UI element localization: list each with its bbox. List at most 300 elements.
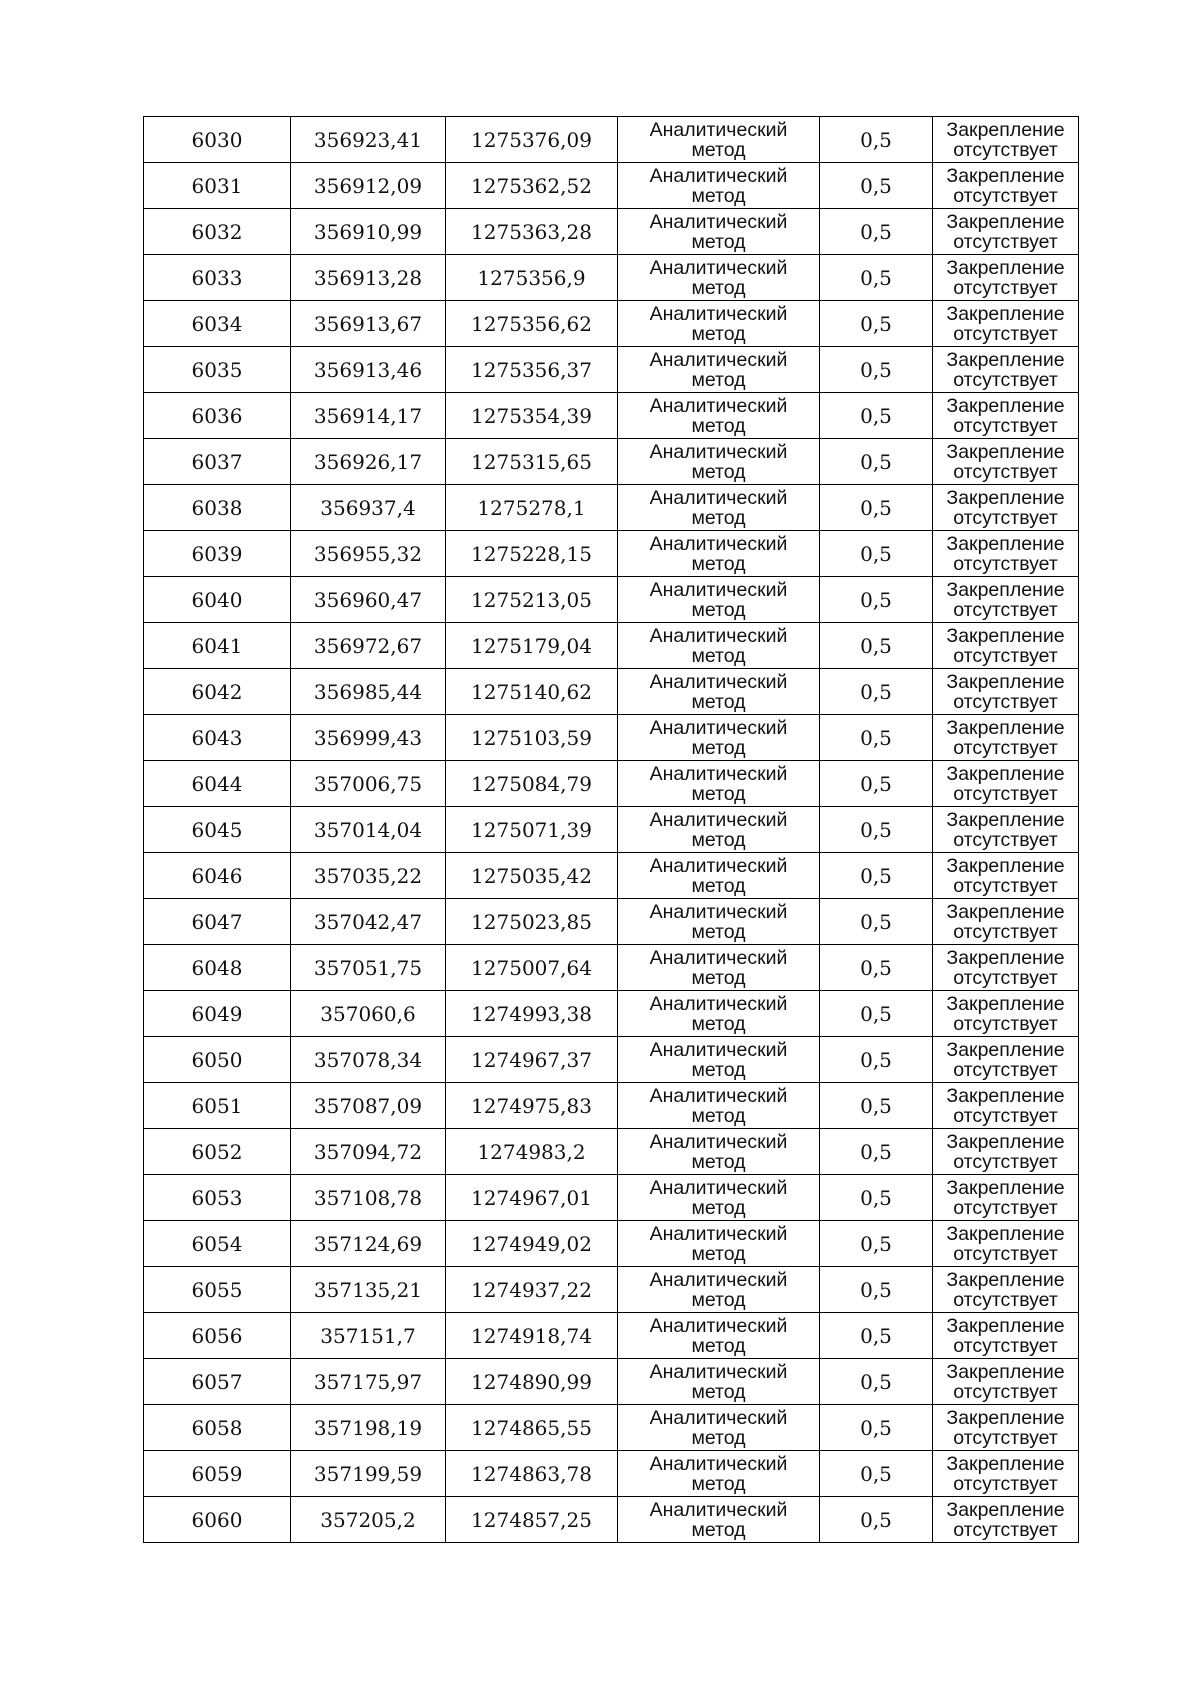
x-coordinate-cell: 356912,09 [291, 163, 446, 209]
fixing-line-1: Закрепление [946, 256, 1065, 279]
fixing-line-1: Закрепление [946, 854, 1065, 877]
accuracy-cell: 0,5 [820, 899, 933, 945]
accuracy-cell: 0,5 [820, 439, 933, 485]
fixing-cell [933, 991, 1079, 1037]
point-number-cell: 6059 [144, 1451, 291, 1497]
table-row [144, 1129, 1079, 1175]
accuracy-cell: 0,5 [820, 531, 933, 577]
fixing-line-1: Закрепление [946, 486, 1065, 509]
fixing-line-2: отсутствует [953, 1426, 1058, 1449]
method-line-2: метод [691, 966, 746, 989]
method-line-1: Аналитический [649, 164, 788, 187]
point-number-cell: 6056 [144, 1313, 291, 1359]
fixing-line-1: Закрепление [946, 762, 1065, 785]
method-line-1: Аналитический [649, 946, 788, 969]
table-row [144, 1359, 1079, 1405]
table-row [144, 255, 1079, 301]
method-line-2: метод [691, 552, 746, 575]
point-number-cell: 6040 [144, 577, 291, 623]
method-line-2: метод [691, 414, 746, 437]
fixing-cell [933, 301, 1079, 347]
y-coordinate-cell: 1275356,62 [446, 301, 618, 347]
method-line-2: метод [691, 828, 746, 851]
accuracy-cell: 0,5 [820, 485, 933, 531]
fixing-line-1: Закрепление [946, 900, 1065, 923]
accuracy-cell: 0,5 [820, 347, 933, 393]
fixing-cell [933, 669, 1079, 715]
method-line-2: метод [691, 276, 746, 299]
method-line-2: метод [691, 138, 746, 161]
fixing-line-1: Закрепление [946, 440, 1065, 463]
x-coordinate-cell: 357078,34 [291, 1037, 446, 1083]
table-row [144, 485, 1079, 531]
y-coordinate-cell: 1275362,52 [446, 163, 618, 209]
accuracy-cell: 0,5 [820, 1497, 933, 1543]
accuracy-cell: 0,5 [820, 1267, 933, 1313]
x-coordinate-cell: 356923,41 [291, 117, 446, 163]
table-row [144, 301, 1079, 347]
table-row [144, 807, 1079, 853]
point-number-cell: 6045 [144, 807, 291, 853]
x-coordinate-cell: 356955,32 [291, 531, 446, 577]
x-coordinate-cell: 357014,04 [291, 807, 446, 853]
x-coordinate-cell: 357175,97 [291, 1359, 446, 1405]
fixing-cell [933, 1451, 1079, 1497]
y-coordinate-cell: 1275140,62 [446, 669, 618, 715]
fixing-line-1: Закрепление [946, 1084, 1065, 1107]
method-cell [618, 669, 820, 715]
point-number-cell: 6054 [144, 1221, 291, 1267]
table-row [144, 945, 1079, 991]
method-line-2: метод [691, 598, 746, 621]
method-cell [618, 209, 820, 255]
method-line-1: Аналитический [649, 992, 788, 1015]
y-coordinate-cell: 1275007,64 [446, 945, 618, 991]
method-line-2: метод [691, 506, 746, 529]
fixing-line-2: отсутствует [953, 1058, 1058, 1081]
method-cell [618, 393, 820, 439]
method-cell [618, 1221, 820, 1267]
y-coordinate-cell: 1274937,22 [446, 1267, 618, 1313]
method-cell [618, 255, 820, 301]
y-coordinate-cell: 1274983,2 [446, 1129, 618, 1175]
fixing-line-2: отсутствует [953, 1380, 1058, 1403]
fixing-line-2: отсутствует [953, 782, 1058, 805]
fixing-line-1: Закрепление [946, 946, 1065, 969]
table-row [144, 1405, 1079, 1451]
x-coordinate-cell: 356960,47 [291, 577, 446, 623]
fixing-cell [933, 1267, 1079, 1313]
table-row [144, 853, 1079, 899]
fixing-line-2: отсутствует [953, 966, 1058, 989]
y-coordinate-cell: 1275278,1 [446, 485, 618, 531]
fixing-line-2: отсутствует [953, 368, 1058, 391]
method-cell [618, 1037, 820, 1083]
x-coordinate-cell: 357124,69 [291, 1221, 446, 1267]
method-cell [618, 485, 820, 531]
accuracy-cell: 0,5 [820, 1359, 933, 1405]
fixing-cell [933, 1221, 1079, 1267]
method-line-2: метод [691, 1380, 746, 1403]
y-coordinate-cell: 1274863,78 [446, 1451, 618, 1497]
fixing-cell [933, 209, 1079, 255]
fixing-line-2: отсутствует [953, 690, 1058, 713]
method-line-2: метод [691, 460, 746, 483]
method-line-1: Аналитический [649, 118, 788, 141]
table-row [144, 393, 1079, 439]
fixing-line-1: Закрепление [946, 302, 1065, 325]
method-line-1: Аналитический [649, 1268, 788, 1291]
fixing-line-1: Закрепление [946, 992, 1065, 1015]
accuracy-cell: 0,5 [820, 761, 933, 807]
fixing-cell [933, 439, 1079, 485]
point-number-cell: 6034 [144, 301, 291, 347]
fixing-line-2: отсутствует [953, 1104, 1058, 1127]
x-coordinate-cell: 356913,28 [291, 255, 446, 301]
fixing-line-2: отсутствует [953, 552, 1058, 575]
accuracy-cell: 0,5 [820, 117, 933, 163]
table-row [144, 1313, 1079, 1359]
y-coordinate-cell: 1274865,55 [446, 1405, 618, 1451]
y-coordinate-cell: 1275213,05 [446, 577, 618, 623]
y-coordinate-cell: 1275228,15 [446, 531, 618, 577]
accuracy-cell: 0,5 [820, 577, 933, 623]
method-line-2: метод [691, 368, 746, 391]
method-line-1: Аналитический [649, 532, 788, 555]
y-coordinate-cell: 1275376,09 [446, 117, 618, 163]
fixing-cell [933, 1037, 1079, 1083]
x-coordinate-cell: 357198,19 [291, 1405, 446, 1451]
fixing-cell [933, 1083, 1079, 1129]
method-line-1: Аналитический [649, 808, 788, 831]
method-line-2: метод [691, 1518, 746, 1541]
accuracy-cell: 0,5 [820, 1313, 933, 1359]
method-line-1: Аналитический [649, 440, 788, 463]
fixing-cell [933, 1313, 1079, 1359]
method-line-1: Аналитический [649, 854, 788, 877]
accuracy-cell: 0,5 [820, 301, 933, 347]
method-line-1: Аналитический [649, 578, 788, 601]
accuracy-cell: 0,5 [820, 1129, 933, 1175]
x-coordinate-cell: 356913,46 [291, 347, 446, 393]
x-coordinate-cell: 357205,2 [291, 1497, 446, 1543]
fixing-cell [933, 623, 1079, 669]
x-coordinate-cell: 357199,59 [291, 1451, 446, 1497]
method-line-1: Аналитический [649, 670, 788, 693]
accuracy-cell: 0,5 [820, 1221, 933, 1267]
method-cell [618, 623, 820, 669]
accuracy-cell: 0,5 [820, 1037, 933, 1083]
x-coordinate-cell: 356999,43 [291, 715, 446, 761]
x-coordinate-cell: 357135,21 [291, 1267, 446, 1313]
fixing-line-2: отсутствует [953, 1518, 1058, 1541]
fixing-line-1: Закрепление [946, 1268, 1065, 1291]
fixing-line-1: Закрепление [946, 624, 1065, 647]
fixing-cell [933, 715, 1079, 761]
fixing-line-1: Закрепление [946, 578, 1065, 601]
point-number-cell: 6036 [144, 393, 291, 439]
method-line-1: Аналитический [649, 256, 788, 279]
x-coordinate-cell: 356926,17 [291, 439, 446, 485]
accuracy-cell: 0,5 [820, 255, 933, 301]
point-number-cell: 6053 [144, 1175, 291, 1221]
method-line-1: Аналитический [649, 348, 788, 371]
table-row [144, 1221, 1079, 1267]
point-number-cell: 6038 [144, 485, 291, 531]
method-line-1: Аналитический [649, 1314, 788, 1337]
method-line-1: Аналитический [649, 302, 788, 325]
fixing-cell [933, 485, 1079, 531]
point-number-cell: 6055 [144, 1267, 291, 1313]
fixing-line-2: отсутствует [953, 1012, 1058, 1035]
method-line-2: метод [691, 644, 746, 667]
table-row [144, 577, 1079, 623]
method-cell [618, 347, 820, 393]
fixing-line-2: отсутствует [953, 322, 1058, 345]
fixing-line-1: Закрепление [946, 1130, 1065, 1153]
accuracy-cell: 0,5 [820, 669, 933, 715]
point-number-cell: 6052 [144, 1129, 291, 1175]
method-cell [618, 1451, 820, 1497]
method-line-2: метод [691, 322, 746, 345]
point-number-cell: 6049 [144, 991, 291, 1037]
method-line-2: метод [691, 782, 746, 805]
point-number-cell: 6051 [144, 1083, 291, 1129]
point-number-cell: 6048 [144, 945, 291, 991]
fixing-line-2: отсутствует [953, 1150, 1058, 1173]
table-row [144, 209, 1079, 255]
fixing-line-1: Закрепление [946, 1314, 1065, 1337]
y-coordinate-cell: 1275354,39 [446, 393, 618, 439]
method-line-2: метод [691, 1242, 746, 1265]
method-line-1: Аналитический [649, 1038, 788, 1061]
y-coordinate-cell: 1275084,79 [446, 761, 618, 807]
point-number-cell: 6043 [144, 715, 291, 761]
point-number-cell: 6044 [144, 761, 291, 807]
fixing-line-2: отсутствует [953, 460, 1058, 483]
fixing-cell [933, 347, 1079, 393]
fixing-line-1: Закрепление [946, 1038, 1065, 1061]
point-number-cell: 6046 [144, 853, 291, 899]
fixing-cell [933, 761, 1079, 807]
fixing-line-2: отсутствует [953, 184, 1058, 207]
method-line-1: Аналитический [649, 1222, 788, 1245]
point-number-cell: 6031 [144, 163, 291, 209]
method-line-1: Аналитический [649, 1130, 788, 1153]
table-row [144, 623, 1079, 669]
coordinates-table-body [144, 117, 1079, 1543]
y-coordinate-cell: 1275315,65 [446, 439, 618, 485]
accuracy-cell: 0,5 [820, 715, 933, 761]
method-line-2: метод [691, 1104, 746, 1127]
fixing-line-2: отсутствует [953, 230, 1058, 253]
point-number-cell: 6050 [144, 1037, 291, 1083]
method-line-1: Аналитический [649, 210, 788, 233]
accuracy-cell: 0,5 [820, 209, 933, 255]
fixing-cell [933, 853, 1079, 899]
table-row [144, 1451, 1079, 1497]
fixing-line-2: отсутствует [953, 414, 1058, 437]
y-coordinate-cell: 1274857,25 [446, 1497, 618, 1543]
coordinates-table [143, 116, 1079, 1543]
fixing-line-1: Закрепление [946, 716, 1065, 739]
method-cell [618, 1267, 820, 1313]
x-coordinate-cell: 357006,75 [291, 761, 446, 807]
method-line-1: Аналитический [649, 1406, 788, 1429]
method-cell [618, 531, 820, 577]
point-number-cell: 6042 [144, 669, 291, 715]
y-coordinate-cell: 1275103,59 [446, 715, 618, 761]
y-coordinate-cell: 1274975,83 [446, 1083, 618, 1129]
fixing-cell [933, 1129, 1079, 1175]
fixing-line-2: отсутствует [953, 1288, 1058, 1311]
method-line-2: метод [691, 1150, 746, 1173]
y-coordinate-cell: 1274918,74 [446, 1313, 618, 1359]
fixing-cell [933, 1497, 1079, 1543]
point-number-cell: 6037 [144, 439, 291, 485]
method-line-1: Аналитический [649, 1452, 788, 1475]
method-cell [618, 945, 820, 991]
point-number-cell: 6058 [144, 1405, 291, 1451]
fixing-line-2: отсутствует [953, 920, 1058, 943]
fixing-cell [933, 531, 1079, 577]
y-coordinate-cell: 1275023,85 [446, 899, 618, 945]
fixing-line-2: отсутствует [953, 644, 1058, 667]
fixing-cell [933, 255, 1079, 301]
x-coordinate-cell: 357094,72 [291, 1129, 446, 1175]
fixing-line-1: Закрепление [946, 348, 1065, 371]
method-cell [618, 1359, 820, 1405]
fixing-cell [933, 393, 1079, 439]
fixing-cell [933, 945, 1079, 991]
fixing-cell [933, 1175, 1079, 1221]
fixing-line-1: Закрепление [946, 118, 1065, 141]
method-line-1: Аналитический [649, 1176, 788, 1199]
y-coordinate-cell: 1275035,42 [446, 853, 618, 899]
point-number-cell: 6039 [144, 531, 291, 577]
fixing-line-2: отсутствует [953, 276, 1058, 299]
x-coordinate-cell: 357035,22 [291, 853, 446, 899]
fixing-line-2: отсутствует [953, 1196, 1058, 1219]
fixing-cell [933, 577, 1079, 623]
y-coordinate-cell: 1275363,28 [446, 209, 618, 255]
method-cell [618, 807, 820, 853]
fixing-line-2: отсутствует [953, 1242, 1058, 1265]
x-coordinate-cell: 356910,99 [291, 209, 446, 255]
y-coordinate-cell: 1275071,39 [446, 807, 618, 853]
fixing-line-2: отсутствует [953, 1334, 1058, 1357]
table-row [144, 439, 1079, 485]
method-cell [618, 899, 820, 945]
fixing-line-1: Закрепление [946, 394, 1065, 417]
point-number-cell: 6060 [144, 1497, 291, 1543]
x-coordinate-cell: 357151,7 [291, 1313, 446, 1359]
method-cell [618, 715, 820, 761]
table-row [144, 163, 1079, 209]
fixing-cell [933, 163, 1079, 209]
table-row [144, 715, 1079, 761]
fixing-line-1: Закрепление [946, 1452, 1065, 1475]
x-coordinate-cell: 357108,78 [291, 1175, 446, 1221]
fixing-line-2: отсутствует [953, 138, 1058, 161]
method-cell [618, 577, 820, 623]
x-coordinate-cell: 356914,17 [291, 393, 446, 439]
x-coordinate-cell: 357087,09 [291, 1083, 446, 1129]
fixing-line-1: Закрепление [946, 670, 1065, 693]
table-row [144, 531, 1079, 577]
table-row [144, 899, 1079, 945]
table-row [144, 669, 1079, 715]
accuracy-cell: 0,5 [820, 393, 933, 439]
fixing-line-2: отсутствует [953, 598, 1058, 621]
method-line-2: метод [691, 690, 746, 713]
method-line-2: метод [691, 1426, 746, 1449]
point-number-cell: 6035 [144, 347, 291, 393]
accuracy-cell: 0,5 [820, 807, 933, 853]
method-cell [618, 1129, 820, 1175]
table-row [144, 1083, 1079, 1129]
method-cell [618, 117, 820, 163]
method-cell [618, 1313, 820, 1359]
x-coordinate-cell: 356937,4 [291, 485, 446, 531]
method-line-2: метод [691, 1334, 746, 1357]
point-number-cell: 6047 [144, 899, 291, 945]
method-line-2: метод [691, 1472, 746, 1495]
table-row [144, 1175, 1079, 1221]
fixing-line-1: Закрепление [946, 1360, 1065, 1383]
method-line-1: Аналитический [649, 394, 788, 417]
table-row [144, 1037, 1079, 1083]
y-coordinate-cell: 1274890,99 [446, 1359, 618, 1405]
method-cell [618, 1405, 820, 1451]
fixing-cell [933, 807, 1079, 853]
method-line-1: Аналитический [649, 900, 788, 923]
fixing-line-1: Закрепление [946, 808, 1065, 831]
method-cell [618, 301, 820, 347]
accuracy-cell: 0,5 [820, 853, 933, 899]
fixing-line-1: Закрепление [946, 164, 1065, 187]
table-row [144, 761, 1079, 807]
method-line-2: метод [691, 1012, 746, 1035]
method-line-1: Аналитический [649, 762, 788, 785]
method-cell [618, 439, 820, 485]
table-row [144, 991, 1079, 1037]
point-number-cell: 6041 [144, 623, 291, 669]
y-coordinate-cell: 1275179,04 [446, 623, 618, 669]
fixing-cell [933, 117, 1079, 163]
fixing-cell [933, 1405, 1079, 1451]
table-row [144, 1497, 1079, 1543]
method-cell [618, 991, 820, 1037]
accuracy-cell: 0,5 [820, 1175, 933, 1221]
y-coordinate-cell: 1274967,37 [446, 1037, 618, 1083]
fixing-line-2: отсутствует [953, 736, 1058, 759]
fixing-line-1: Закрепление [946, 1222, 1065, 1245]
accuracy-cell: 0,5 [820, 991, 933, 1037]
accuracy-cell: 0,5 [820, 1451, 933, 1497]
x-coordinate-cell: 357042,47 [291, 899, 446, 945]
fixing-line-2: отсутствует [953, 506, 1058, 529]
y-coordinate-cell: 1274949,02 [446, 1221, 618, 1267]
accuracy-cell: 0,5 [820, 163, 933, 209]
fixing-cell [933, 1359, 1079, 1405]
fixing-line-1: Закрепление [946, 1498, 1065, 1521]
method-line-2: метод [691, 1058, 746, 1081]
accuracy-cell: 0,5 [820, 945, 933, 991]
method-line-1: Аналитический [649, 624, 788, 647]
accuracy-cell: 0,5 [820, 1083, 933, 1129]
method-line-1: Аналитический [649, 1084, 788, 1107]
